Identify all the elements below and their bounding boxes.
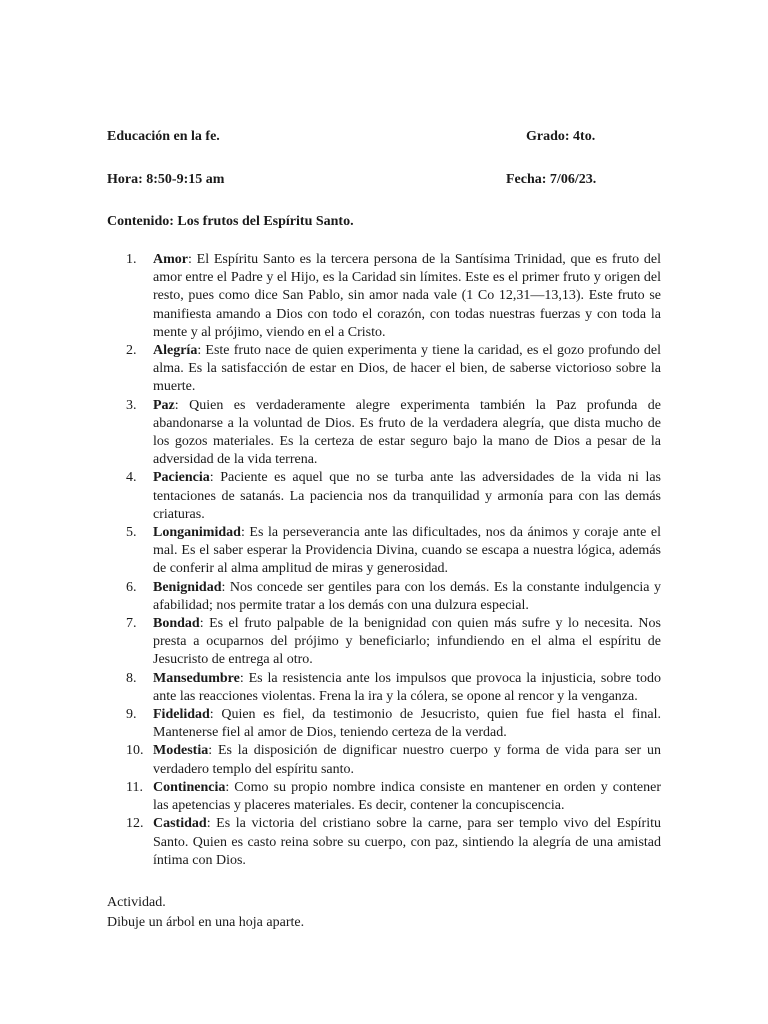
item-term: Benignidad <box>153 579 222 595</box>
item-number: 4. <box>126 470 137 486</box>
item-term: Castidad <box>153 816 207 832</box>
list-item <box>126 579 661 615</box>
item-description: : Este fruto nace de quien experimenta y tiene la caridad, es el gozo profundo del alma. Es la satisfacción de estar en Dios, de hacer el bien, de saberse victorioso sobre la muerte. <box>153 343 661 395</box>
list-item <box>126 615 661 670</box>
item-description: : Quien es fiel, da testimonio de Jesucristo, quien fue fiel hasta el final. Mantenerse fiel al amor de Dios, teniendo certeza de la verdad. <box>153 707 661 741</box>
item-term: Modestia <box>153 743 209 759</box>
item-description: : Como su propio nombre indica consiste en mantener en orden y contener las apetencias y placeres materiales. Es decir, contener la concupiscencia. <box>153 779 661 814</box>
list-item <box>126 251 661 342</box>
list-item <box>126 742 661 778</box>
activity-section <box>107 893 304 933</box>
item-number: 2. <box>126 343 137 359</box>
item-term: Mansedumbre <box>153 670 240 686</box>
item-number: 7. <box>126 616 137 632</box>
item-description: : Quien es verdaderamente alegre experimenta también la Paz profunda de abandonarse a la voluntad de Dios. Es fruto de la verdadera alegría, que dista mucho de los gozos materiales. Es la certeza de estar seguro bajo la mano de Dios a pesar de la adversidad de la vida terrena. <box>153 397 661 468</box>
item-number: 1. <box>126 252 137 267</box>
subject-label: Educación en la fe. <box>107 129 220 144</box>
date-label: Fecha: 7/06/23. <box>506 172 597 187</box>
item-description: : Paciente es aquel que no se turba ante las adversidades de la vida ni las tentaciones de satanás. La paciencia nos da tranquilidad y armonía para con las demás criaturas. <box>153 470 661 522</box>
grade-label: Grado: 4to. <box>526 129 596 144</box>
item-term: Paciencia <box>153 470 210 486</box>
list-item <box>126 397 661 470</box>
list-item <box>126 670 661 706</box>
time-label: Hora: 8:50-9:15 am <box>107 172 225 187</box>
list-item <box>126 469 661 524</box>
item-term: Longanimidad <box>153 525 241 541</box>
item-description: : Es la disposición de dignificar nuestro cuerpo y forma de vida para ser un verdadero templo del espíritu santo. <box>153 743 661 777</box>
list-item <box>126 815 661 870</box>
item-number: 3. <box>126 397 137 413</box>
item-description: : Es la perseverancia ante las dificultades, nos da ánimos y coraje ante el mal. Es el saber esperar la Providencia Divina, cuando se escapa a nuestra lógica, además de conferir al alma amplitud de miras y generosidad. <box>153 525 661 577</box>
item-term: Continencia <box>153 779 226 795</box>
list-item <box>126 342 661 397</box>
content-heading: Contenido: Los frutos del Espíritu Santo. <box>107 214 354 229</box>
item-description: : Nos concede ser gentiles para con los demás. Es la constante indulgencia y afabilidad; nos permite tratar a los demás con una dulzura especial. <box>153 579 661 613</box>
item-description: : Es el fruto palpable de la benignidad con quien más sufre y lo necesita. Nos presta a ocuparnos del prójimo y beneficiarlo; infundiendo en el alma el espíritu de Jesucristo de entrega al otro. <box>153 616 661 668</box>
list-item <box>126 779 661 815</box>
item-description: : El Espíritu Santo es la tercera persona de la Santísima Trinidad, que es fruto del amor entre el Padre y el Hijo, es la Caridad sin límites. Este es el primer fruto y origen del resto, pues como dice San Pablo, sin amor nada vale (1 Co 12,31—13,13). Este fruto se manifiesta amando a Dios con todo el corazón, con todas nuestras fuerzas y con toda la mente y al prójimo, viendo en el a Cristo. <box>153 252 661 340</box>
fruits-list <box>126 251 661 870</box>
item-number: 5. <box>126 525 137 541</box>
item-term: Amor <box>153 252 188 267</box>
activity-title: Actividad. <box>107 895 166 910</box>
item-number: 6. <box>126 579 137 595</box>
item-term: Alegría <box>153 343 198 359</box>
item-term: Paz <box>153 397 175 413</box>
item-term: Bondad <box>153 616 200 632</box>
item-number: 11. <box>126 779 143 795</box>
item-number: 12. <box>126 816 144 832</box>
list-item <box>126 706 661 742</box>
item-description: : Es la resistencia ante los impulsos que provoca la injusticia, sobre todo ante las reacciones violentas. Frena la ira y la cólera, se opone al rencor y la venganza. <box>153 670 661 704</box>
activity-instruction: Dibuje un árbol en una hoja aparte. <box>107 915 305 930</box>
item-number: 8. <box>126 670 137 686</box>
item-description: : Es la victoria del cristiano sobre la carne, para ser templo vivo del Espíritu Santo. Quien es casto reina sobre su cuerpo, con paz, sintiendo la alegría de una amistad íntima con Dios. <box>153 816 661 868</box>
item-term: Fidelidad <box>153 707 210 723</box>
item-number: 9. <box>126 707 137 723</box>
item-number: 10. <box>126 743 144 759</box>
list-item <box>126 524 661 579</box>
